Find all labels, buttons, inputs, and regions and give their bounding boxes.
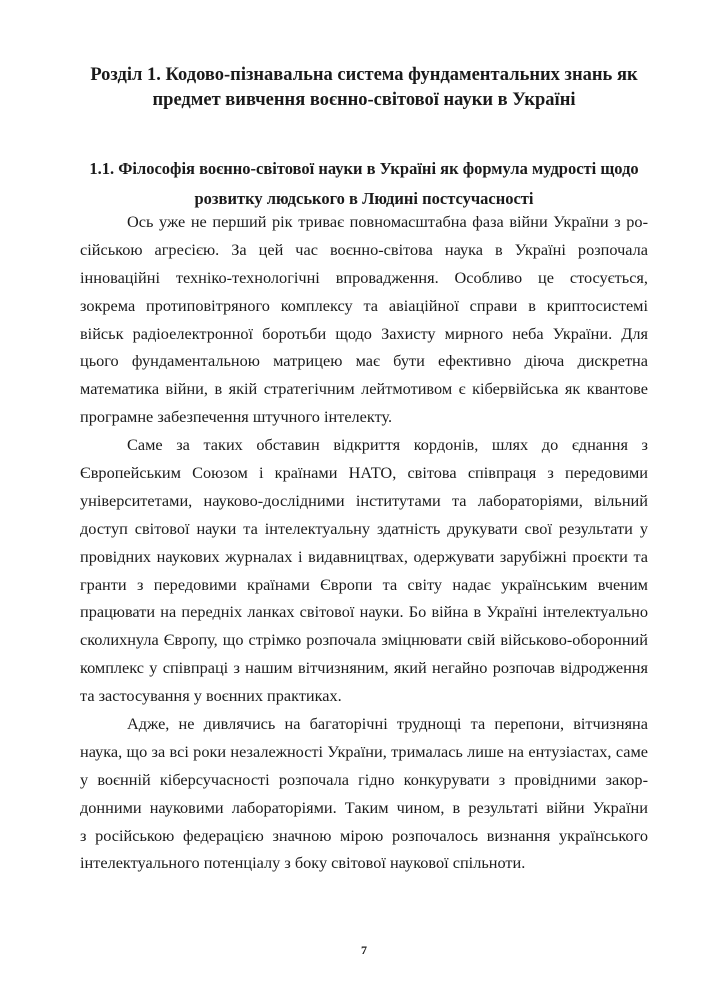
text-line: Європейським Союзом і країнами НАТО, світова співпраця з передовими (80, 463, 648, 483)
text-line: програмне забезпечення штучного інтелекту. (80, 407, 393, 427)
section-title (60, 154, 668, 214)
text-line: доступ світової науки та інтелектуальну здатність друкувати свої результати у (80, 518, 648, 538)
paragraph-1 (80, 208, 648, 431)
text-line: та застосування у воєнних практиках. (80, 686, 342, 706)
text-line: у воєнній кіберсучасності розпочала гідно конкурувати з провідними закор- (80, 769, 648, 789)
text-line: з російською федерацією значною мірою розпочалось визнання українського (80, 825, 648, 845)
text-line: сколихнула Європу, що стрімко розпочала зміцнювати свій військово-оборонний (80, 630, 648, 650)
text-line: інноваційні техніко-технологічні впровадження. Особливо це стосується, (80, 267, 648, 287)
section-title-line: 1.1. Філософія воєнно-світової науки в Україні як формула мудрості щодо (89, 159, 639, 178)
text-line: сійською агресією. За цей час воєнно-світова наука в Україні розпочала (80, 239, 648, 259)
text-line: військ радіоелектронної боротьби щодо Захисту мирного неба України. Для (80, 323, 648, 343)
section-title-line: розвитку людського в Людині постсучасності (194, 189, 534, 208)
text-line: гранти з передовими країнами Європи та світу надає українським вченим (80, 574, 648, 594)
chapter-title (60, 63, 668, 113)
text-line: наука, що за всі роки незалежності України, трималась лише на ентузіастах, саме (80, 741, 648, 761)
body-text (80, 208, 648, 877)
page-number: 7 (361, 943, 367, 957)
text-line: Саме за таких обставин відкриття кордонів, шлях до єднання з (127, 435, 648, 455)
text-line: зокрема протиповітряного комплексу та авіаційної справи в криптосистемі (80, 295, 648, 315)
text-line: працювати на передніх ланках світової науки. Бо війна в Україні інтелектуально (80, 602, 648, 622)
paragraph-3 (80, 710, 648, 877)
text-line: Ось уже не перший рік триває повномасштабна фаза війни України з ро- (127, 212, 648, 231)
chapter-title-line: предмет вивчення воєнно-світової науки в Україні (152, 90, 576, 110)
text-line: університетами, науково-дослідними інститутами та лабораторіями, вільний (80, 490, 648, 510)
text-line: цього фундаментальною матрицею має бути ефективно діюча дискретна (80, 351, 648, 371)
text-line: інтелектуального потенціалу з боку світової наукової спільноти. (80, 853, 526, 873)
text-line: математика війни, в якій стратегічним лейтмотивом є кібервійська як квантове (80, 379, 648, 399)
text-line: провідних наукових журналах і видавництвах, одержувати зарубіжні проєкти та (80, 546, 648, 566)
chapter-title-line: Розділ 1. Кодово-пізнавальна система фундаментальних знань як (90, 65, 638, 85)
text-line: комплекс у співпраці з нашим вітчизняним, який негайно розпочав відродження (80, 658, 648, 678)
text-line: Адже, не дивлячись на багаторічні труднощі та перепони, вітчизняна (127, 714, 648, 734)
text-line: донними науковими лабораторіями. Таким чином, в результаті війни України (80, 797, 648, 817)
paragraph-2 (80, 431, 648, 710)
